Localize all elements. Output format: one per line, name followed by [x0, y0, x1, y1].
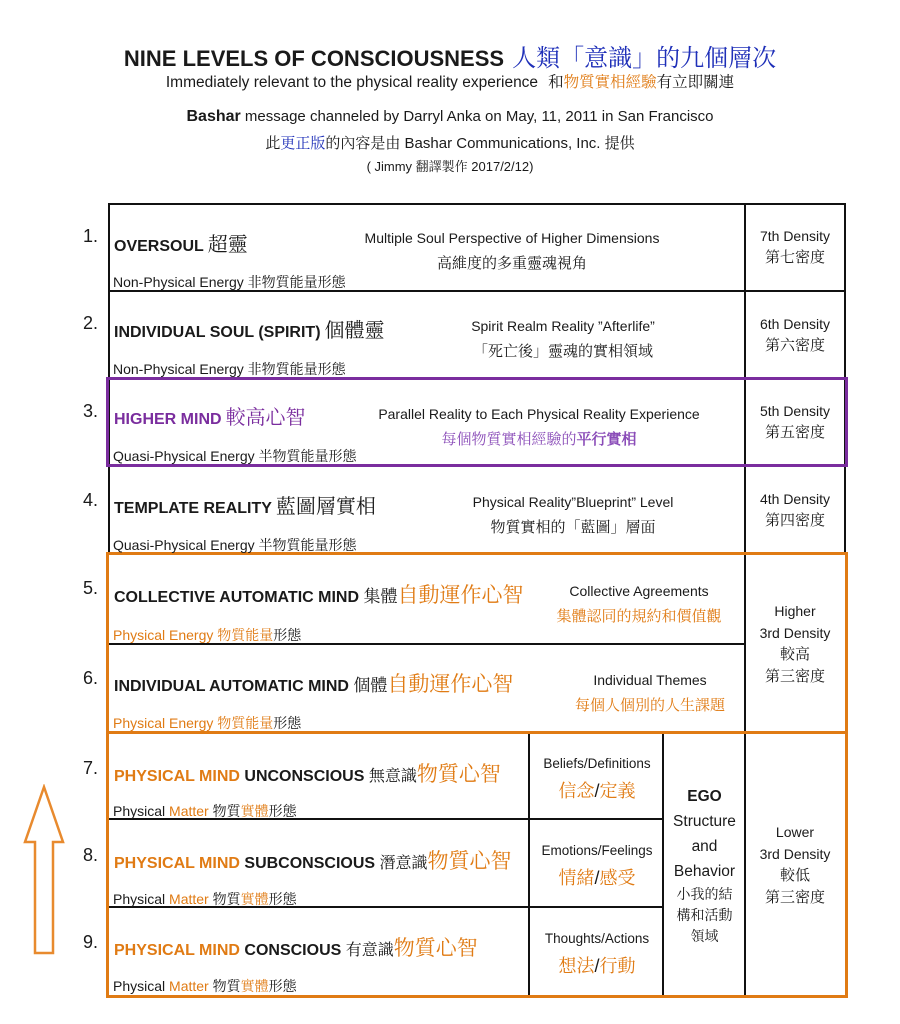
level-number: 2.: [82, 313, 98, 333]
level-number: 5.: [82, 578, 98, 598]
energy-post: 形態: [273, 627, 302, 643]
matter-pre: Physical: [113, 978, 170, 994]
description-en: Multiple Soul Perspective of Higher Dimensions: [364, 230, 660, 246]
level-name-cn-highlight: 自動運作心智: [387, 673, 514, 696]
level-title: [114, 845, 512, 875]
title-chinese: 人類「意識」的九個層次: [512, 45, 777, 72]
aspect-en: Beliefs/Definitions: [543, 756, 651, 771]
matter-mid: 物質: [208, 978, 241, 994]
level-name-cn: 有意識: [345, 942, 394, 959]
density-en: Higher: [774, 603, 816, 619]
aspect-cn-a: 信念: [558, 781, 595, 801]
level-name-cn: 藍圖層實相: [275, 496, 376, 518]
level-title: [114, 401, 306, 430]
level-name-cn: 集體: [363, 587, 398, 606]
table-border-top: [108, 203, 846, 205]
density-cn: 較高: [779, 646, 810, 663]
subtitle-cn-pre: 和: [548, 74, 564, 91]
level-name-cn-highlight: 物質心智: [416, 763, 501, 786]
energy-type: [113, 976, 297, 996]
ego-title: EGO: [687, 788, 722, 805]
level-name-en: HIGHER MIND: [114, 411, 222, 428]
level-name-en: TEMPLATE REALITY: [114, 500, 272, 517]
density-en: 3rd Density: [759, 846, 831, 862]
source-text: message channeled by Darryl Anka on May, 11, 2011 in San Francisco: [244, 108, 714, 125]
matter-highlight: 實體: [240, 891, 269, 907]
translator-line: ( Jimmy 翻譯製作 2017/2/12): [366, 159, 534, 174]
description-cn: 集體認同的規約和價值觀: [556, 608, 722, 625]
description-cn: 物質實相的「藍圖」層面: [490, 519, 656, 536]
level-name-en: INDIVIDUAL SOUL (SPIRIT): [114, 324, 321, 341]
density-cn: 第七密度: [764, 249, 825, 266]
energy-type: [113, 889, 297, 909]
ego-cn-line: 領域: [690, 928, 719, 944]
level-description: [338, 230, 686, 273]
title-english: NINE LEVELS OF CONSCIOUSNESS: [123, 46, 505, 71]
table-border-left: [108, 203, 110, 555]
level-name-en: SUBCONSCIOUS: [244, 855, 376, 872]
level-description: [560, 672, 740, 715]
source-line: [0, 108, 900, 126]
ego-structure-label: [665, 784, 744, 947]
provider-post: 的內容是由 Bashar Communications, Inc. 提供: [325, 135, 635, 152]
description-cn: 每個人個別的人生課題: [574, 697, 725, 714]
aspect-slash: /: [594, 956, 600, 976]
ego-line: Behavior: [673, 863, 736, 880]
density-cn: 第四密度: [764, 512, 825, 529]
density-label: [747, 313, 843, 357]
energy-highlight: Physical Energy 物質能量: [113, 715, 274, 731]
subtitle-english: Immediately relevant to the physical reality experience: [165, 74, 539, 91]
ego-line: Structure: [673, 813, 736, 830]
level-name-highlight: PHYSICAL MIND: [114, 942, 240, 959]
matter-highlight: Matter: [169, 978, 209, 994]
energy-type: [113, 713, 301, 733]
description-en: Individual Themes: [593, 672, 707, 688]
description-en: Parallel Reality to Each Physical Reality Experience: [378, 406, 700, 422]
description-cn: 高維度的多重靈魂視角: [436, 255, 587, 272]
level-name-cn-highlight: 物質心智: [393, 937, 478, 960]
description-cn: 「死亡後」靈魂的實相領域: [472, 343, 653, 360]
description-en: Spirit Realm Reality ”Afterlife”: [471, 318, 655, 334]
level-title: [114, 314, 385, 343]
provider-pre: 此: [265, 135, 281, 152]
density-label: [747, 600, 843, 688]
level-title: [114, 490, 376, 519]
aspect-cn: [531, 777, 663, 803]
density-cn: 第六密度: [764, 337, 825, 354]
aspect-cn: [531, 864, 663, 890]
ego-cn-line: 構和活動: [676, 907, 733, 923]
matter-post: 形態: [268, 978, 297, 994]
level-description: [540, 583, 738, 626]
energy-type: [113, 625, 301, 645]
level-name-cn: 個體: [353, 676, 388, 695]
aspect-cn-b: 定義: [599, 781, 636, 801]
level-name-highlight: PHYSICAL MIND: [114, 855, 240, 872]
ego-line: and: [691, 838, 718, 855]
density-label: [747, 225, 843, 269]
density-en: 3rd Density: [759, 625, 831, 641]
level-title: [114, 668, 513, 698]
density-cn: 第三密度: [764, 668, 825, 685]
level-name-en: UNCONSCIOUS: [244, 768, 365, 785]
level-name-en: CONSCIOUS: [244, 942, 342, 959]
aspect-cn-a: 情緒: [558, 868, 595, 888]
subtitle-cn-post: 有立即關連: [656, 74, 735, 91]
page-subtitle: [0, 70, 900, 92]
description-cn: [358, 428, 720, 449]
level-name-highlight: PHYSICAL MIND: [114, 768, 240, 785]
density-cn: 第五密度: [764, 424, 825, 441]
density-label: [747, 821, 843, 909]
table-border-right: [844, 203, 846, 555]
matter-pre: Physical: [113, 891, 170, 907]
aspect-cn: [531, 952, 663, 978]
subtitle-cn-highlight: 物質實相經驗: [563, 74, 657, 91]
level-number: 8.: [82, 845, 98, 865]
aspect-cn-b: 感受: [599, 868, 636, 888]
matter-post: 形態: [268, 803, 297, 819]
density-label: [747, 400, 843, 444]
aspect-en: Emotions/Feelings: [541, 843, 653, 858]
density-en: 6th Density: [759, 316, 831, 332]
description-cn-highlight: 平行實相: [576, 431, 637, 448]
level-number: 4.: [82, 490, 98, 510]
density-en: Lower: [775, 824, 815, 840]
description-cn-pre: 每個物質實相經驗的: [441, 431, 577, 448]
aspect-slash: /: [594, 781, 600, 801]
matter-mid: 物質: [208, 891, 241, 907]
density-en: 5th Density: [759, 403, 831, 419]
aspect-en: Thoughts/Actions: [544, 931, 650, 946]
density-column-divider: [744, 203, 746, 998]
level-name-cn-highlight: 自動運作心智: [397, 584, 524, 607]
level-title: [114, 228, 248, 257]
level-name-en: COLLECTIVE AUTOMATIC MIND: [114, 589, 360, 606]
density-en: 7th Density: [759, 228, 831, 244]
mind-aspect-cell: [531, 843, 663, 890]
level-name-cn: 個體靈: [324, 320, 385, 342]
level-number: 6.: [82, 668, 98, 688]
page-title: [0, 38, 900, 73]
energy-type: Non-Physical Energy 非物質能量形態: [113, 361, 346, 377]
density-cn: 較低: [779, 867, 810, 884]
matter-highlight: 實體: [240, 803, 269, 819]
energy-type: Non-Physical Energy 非物質能量形態: [113, 274, 346, 290]
level-number: 1.: [82, 226, 98, 246]
matter-highlight: Matter: [169, 891, 209, 907]
level-name-cn: 潛意識: [379, 855, 428, 872]
matter-highlight: 實體: [240, 978, 269, 994]
energy-highlight: Physical Energy 物質能量: [113, 627, 274, 643]
provider-line: [0, 132, 900, 153]
mind-aspect-cell: [531, 931, 663, 978]
energy-type: Quasi-Physical Energy 半物質能量形態: [113, 448, 357, 464]
description-en: Physical Reality”Blueprint” Level: [472, 494, 674, 510]
matter-mid: 物質: [208, 803, 241, 819]
source-name: Bashar: [186, 108, 241, 125]
matter-post: 形態: [268, 891, 297, 907]
level-name-cn: 較高心智: [225, 407, 306, 429]
aspect-slash: /: [594, 868, 600, 888]
level-number: 7.: [82, 758, 98, 778]
level-title: [114, 932, 478, 962]
energy-post: 形態: [273, 715, 302, 731]
cell-column-divider: [528, 731, 530, 996]
level-title: [114, 579, 523, 609]
level-number: 3.: [82, 401, 98, 421]
level-name-en: OVERSOUL: [114, 238, 204, 255]
level-name-cn: 無意識: [368, 768, 417, 785]
matter-highlight: Matter: [169, 803, 209, 819]
density-cn: 第三密度: [764, 889, 825, 906]
level-description: [358, 406, 720, 449]
mind-aspect-cell: [531, 756, 663, 803]
energy-type: Quasi-Physical Energy 半物質能量形態: [113, 537, 357, 553]
up-arrow-icon: [22, 784, 66, 956]
level-description: [440, 494, 706, 537]
provider-highlight: 更正版: [280, 135, 326, 152]
density-label: [747, 488, 843, 532]
subtitle-chinese: [548, 74, 734, 91]
level-number: 9.: [82, 932, 98, 952]
level-description: [430, 318, 696, 361]
level-name-en: INDIVIDUAL AUTOMATIC MIND: [114, 678, 349, 695]
level-name-cn: 超靈: [207, 234, 248, 256]
matter-pre: Physical: [113, 803, 170, 819]
energy-type: [113, 801, 297, 821]
description-en: Collective Agreements: [569, 583, 709, 599]
density-en: 4th Density: [759, 491, 831, 507]
level-title: [114, 758, 501, 788]
aspect-cn-a: 想法: [558, 956, 595, 976]
ego-cn-line: 小我的結: [676, 886, 733, 902]
aspect-cn-b: 行動: [599, 956, 636, 976]
level-name-cn-highlight: 物質心智: [427, 850, 512, 873]
